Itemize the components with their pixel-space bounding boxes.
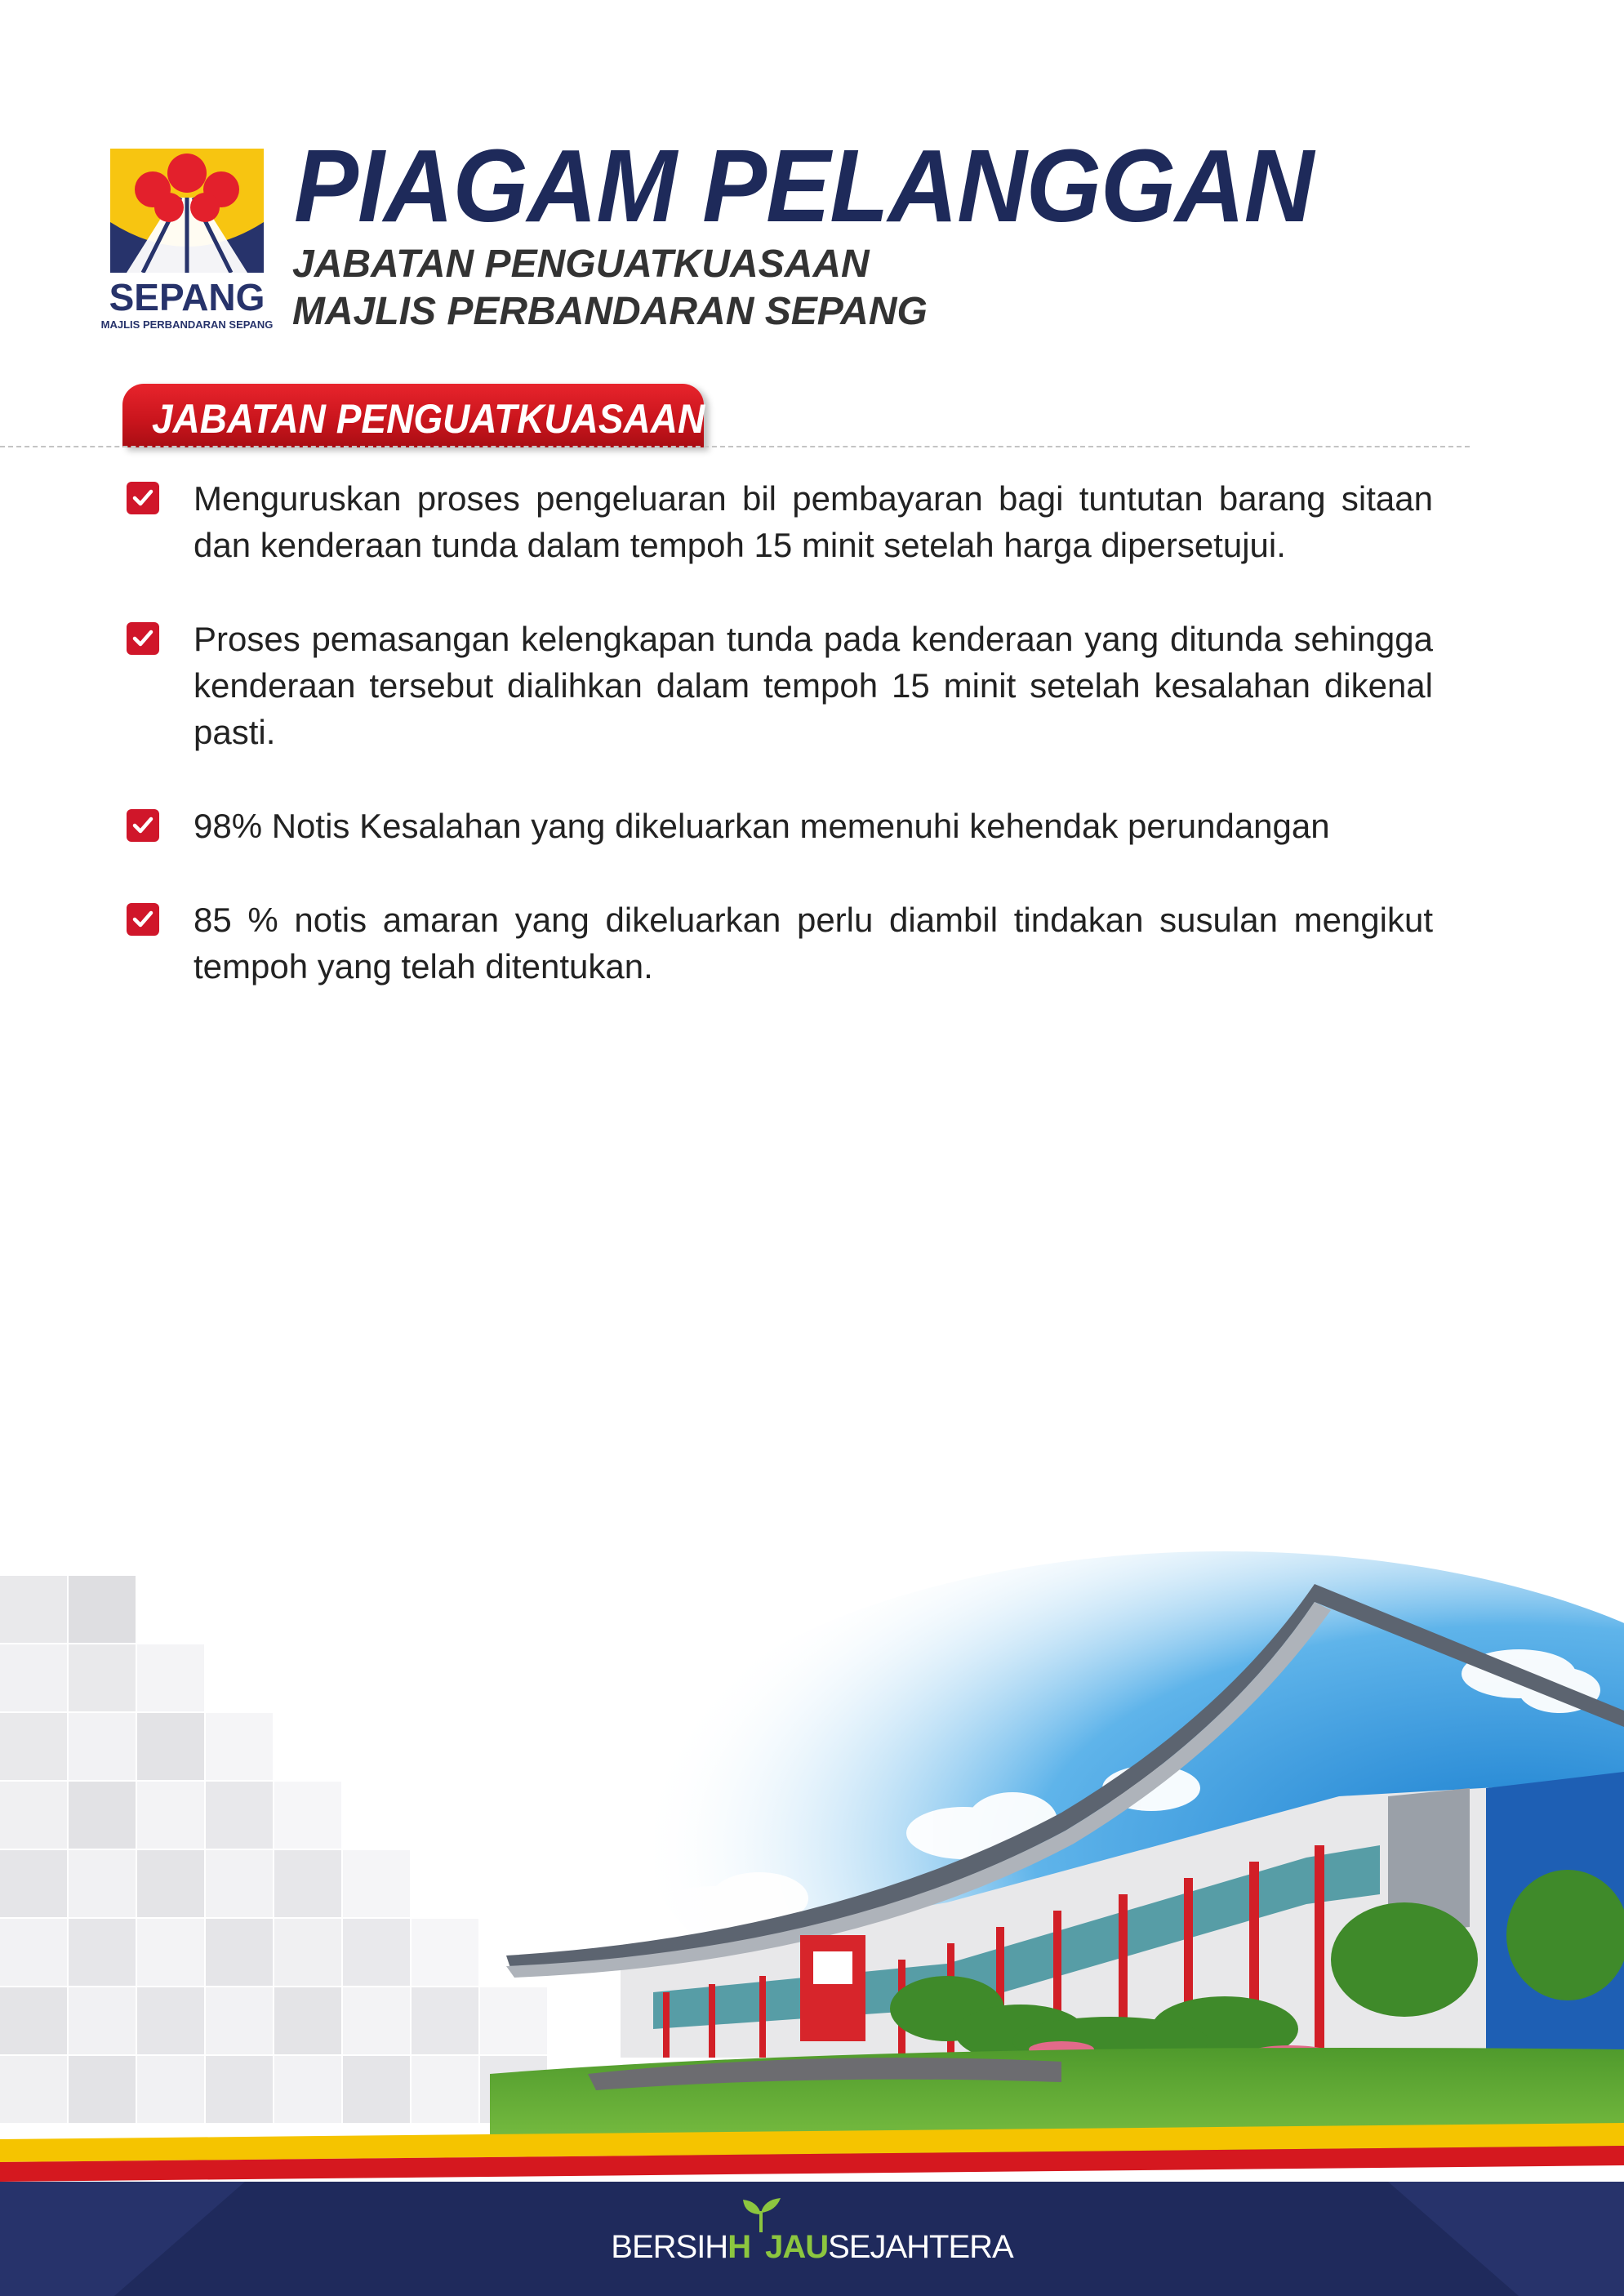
council-building-image	[490, 1551, 1624, 2156]
decorative-tile-pattern	[0, 1576, 572, 2147]
page-title: PIAGAM PELANGGAN	[294, 128, 1314, 243]
checkbox-checked-icon	[127, 482, 159, 514]
checkbox-checked-icon	[127, 809, 159, 842]
list-item	[127, 803, 1433, 849]
charter-checklist	[127, 475, 1433, 1037]
slogan-part-h: H	[727, 2229, 751, 2265]
checkbox-checked-icon	[127, 903, 159, 936]
logo-tagline: MAJLIS PERBANDARAN SEPANG	[100, 318, 274, 331]
checkbox-checked-icon	[127, 622, 159, 655]
sepang-logo	[100, 149, 274, 332]
slogan-part-sejahtera: SEJAHTERA	[828, 2229, 1013, 2265]
department-subtitle: JABATAN PENGUATKUASAAN	[292, 243, 870, 286]
section-divider	[0, 446, 1470, 447]
list-item-text: Proses pemasangan kelengkapan tunda pada kenderaan yang ditunda sehingga kenderaan tersebut dialihkan dalam tempoh 15 minit setelah kesalahan dikenal pasti.	[194, 620, 1433, 751]
footer-slogan	[0, 2223, 1624, 2272]
list-item-text: 85 % notis amaran yang dikeluarkan perlu diambil tindakan susulan mengikut tempoh yang telah ditentukan.	[194, 901, 1433, 986]
list-item	[127, 897, 1433, 990]
council-subtitle: MAJLIS PERBANDARAN SEPANG	[292, 290, 928, 333]
slogan-part-bersih: BERSIH	[611, 2229, 728, 2265]
list-item	[127, 475, 1433, 568]
section-tab-label: JABATAN PENGUATKUASAAN	[152, 396, 705, 442]
list-item-text: Menguruskan proses pengeluaran bil pembayaran bagi tuntutan barang sitaan dan kenderaan tunda dalam tempoh 15 minit setelah harga dipersetujui.	[194, 479, 1433, 564]
logo-name: SEPANG	[109, 276, 265, 318]
slogan-part-jau: JAU	[765, 2229, 829, 2265]
list-item	[127, 616, 1433, 755]
list-item-text: 98% Notis Kesalahan yang dikeluarkan memenuhi kehendak perundangan	[194, 807, 1330, 845]
